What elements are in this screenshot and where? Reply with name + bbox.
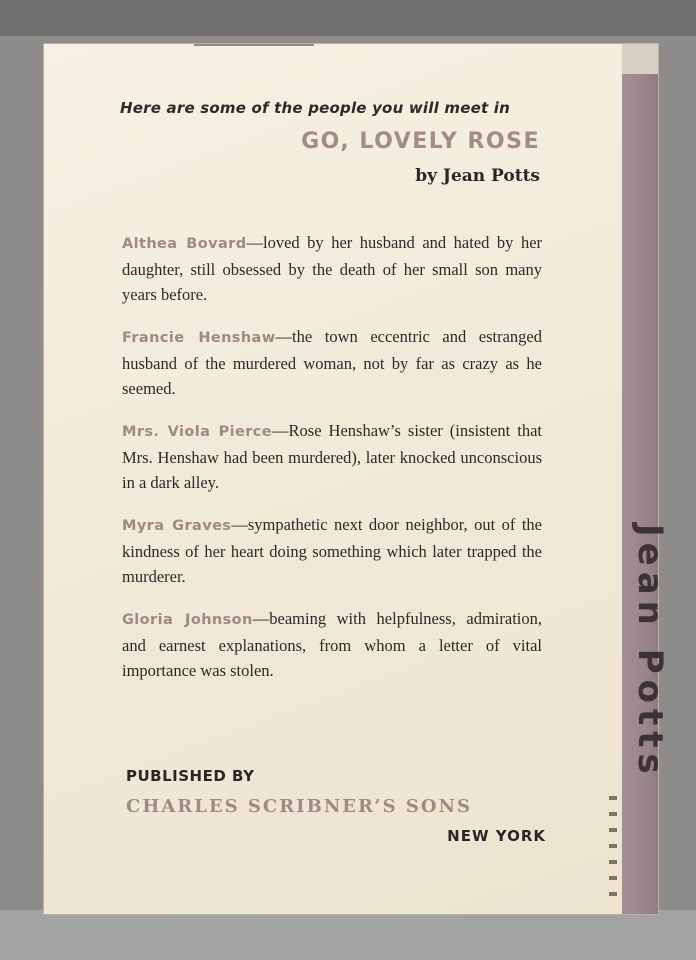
intro-text: Here are some of the people you will meet in xyxy=(120,99,510,117)
character-entry-althea: Althea Bovard—loved by her husband and hated by her daughter, still obsessed by the death of her small son many years before. xyxy=(122,233,543,304)
character-entry-francie: Francie Henshaw—the town eccentric and estranged husband of the murdered woman, not by far as crazy as he seemed. xyxy=(122,327,543,398)
character-entry-gloria: Gloria Johnson—beaming with helpfulness, admiration, and earnest explanations, from whom a letter of vital importance was stolen. xyxy=(122,609,542,680)
spine-top-edge xyxy=(622,44,658,74)
publisher-city: NEW YORK xyxy=(447,827,546,845)
character-entry-viola: Mrs. Viola Pierce—Rose Henshaw’s sister (insistent that Mrs. Henshaw had been murdered), later knocked unconscious in a dark alley. xyxy=(122,421,542,492)
character-name: Gloria Johnson xyxy=(122,612,253,628)
book-title: GO, LOVELY ROSE xyxy=(301,129,540,154)
worn-edge-right xyxy=(609,784,617,904)
character-name: Francie Henshaw xyxy=(122,330,276,346)
book-jacket-back xyxy=(44,44,670,914)
publisher-name: CHARLES SCRIBNER’S SONS xyxy=(126,796,472,817)
character-description: beaming with helpfulness, admiration, and earnest explanations, from whom a letter of vital importance was stolen. xyxy=(122,609,542,680)
character-entry-myra: Myra Graves—sympathetic next door neighbor, out of the kindness of her heart doing something which later trapped the murderer. xyxy=(122,515,542,586)
worn-edge-top xyxy=(194,44,314,52)
book-spine xyxy=(622,74,658,914)
background-top xyxy=(0,0,696,36)
background-bottom xyxy=(0,910,696,960)
character-description: sympathetic next door neighbor, out of the kindness of her heart doing something which later trapped the murderer. xyxy=(122,515,542,586)
character-list xyxy=(122,230,542,700)
character-name: Mrs. Viola Pierce xyxy=(122,424,273,440)
character-description: Rose Henshaw’s sister (insistent that Mrs. Henshaw had been murdered), later knocked unconscious in a dark alley. xyxy=(122,421,542,492)
character-name: Althea Bovard xyxy=(122,236,247,252)
character-description: the town eccentric and estranged husband of the murdered woman, not by far as crazy as he seemed. xyxy=(122,327,543,398)
published-by-label: PUBLISHED BY xyxy=(126,767,255,785)
character-description: loved by her husband and hated by her daughter, still obsessed by the death of her small son many years before. xyxy=(122,233,543,304)
author-line: by Jean Potts xyxy=(415,166,540,186)
character-name: Myra Graves xyxy=(122,518,232,534)
spine-author-text: Jean Potts xyxy=(630,524,670,780)
